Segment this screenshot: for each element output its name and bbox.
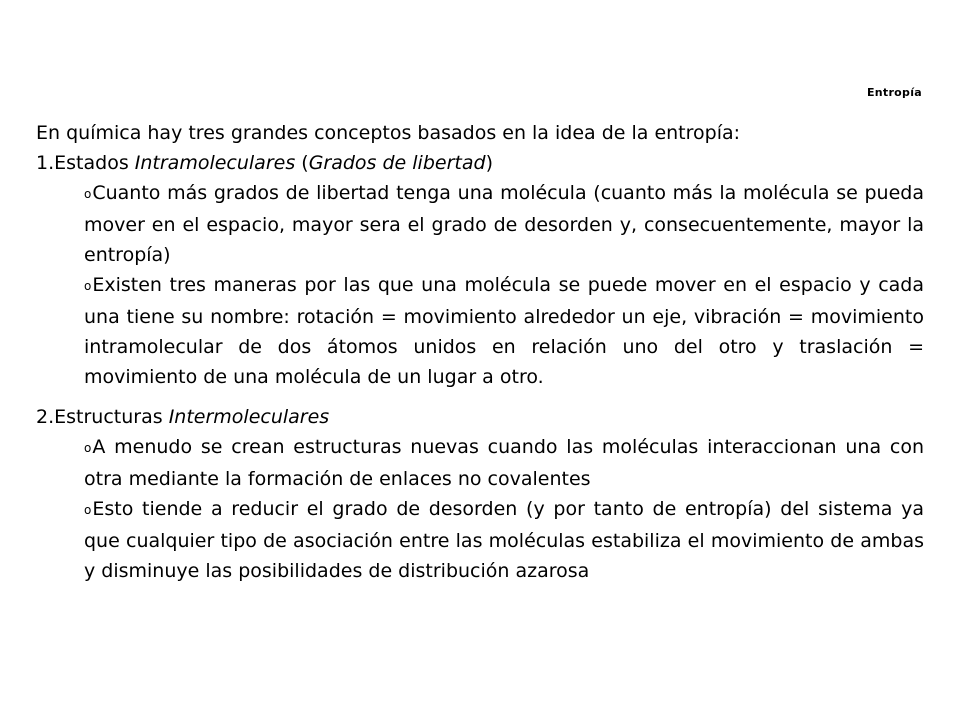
paren-open: ( xyxy=(295,152,309,174)
paren-term: Grados de libertad xyxy=(308,152,486,174)
bullet-marker: o xyxy=(84,503,92,517)
bullet-item xyxy=(84,432,924,494)
bullet-text: Esto tiende a reducir el grado de desorden (y por tanto de entropía) del sistema ya que cualquier tipo de asociación entre las moléculas estabiliza el movimiento de ambas y disminuye las posibilidades de distribución azarosa xyxy=(84,498,924,582)
bullet-marker: o xyxy=(84,441,92,455)
section-prefix: Estructuras xyxy=(54,406,169,428)
section-2-heading xyxy=(36,402,924,432)
bullet-marker: o xyxy=(84,279,92,293)
bullet-item xyxy=(84,270,924,392)
bullet-text: Cuanto más grados de libertad tenga una molécula (cuanto más la molécula se pueda mover en el espacio, mayor sera el grado de desorden y, consecuentemente, mayor la entropía) xyxy=(84,182,924,266)
bullet-text: A menudo se crean estructuras nuevas cuando las moléculas interaccionan una con otra mediante la formación de enlaces no covalentes xyxy=(84,436,924,490)
section-1-heading xyxy=(36,148,924,178)
bullet-item xyxy=(84,494,924,586)
section-number: 1. xyxy=(36,152,55,174)
slide-body xyxy=(36,118,924,586)
bullet-marker: o xyxy=(84,187,92,201)
slide-title: Entropía xyxy=(866,86,922,99)
section-term: Intermoleculares xyxy=(168,406,330,428)
bullet-text: Existen tres maneras por las que una molécula se puede mover en el espacio y cada una tiene su nombre: rotación = movimiento alrededor un eje, vibración = movimiento intramolecular de dos átomos unidos en relación uno del otro y traslación = movimiento de una molécula de un lugar a otro. xyxy=(84,274,924,388)
intro-text: En química hay tres grandes conceptos basados en la idea de la entropía: xyxy=(36,122,741,144)
section-number: 2. xyxy=(36,406,55,428)
section-term: Intramoleculares xyxy=(134,152,296,174)
paren-close: ) xyxy=(485,152,493,174)
section-prefix: Estados xyxy=(54,152,135,174)
bullet-item xyxy=(84,178,924,270)
